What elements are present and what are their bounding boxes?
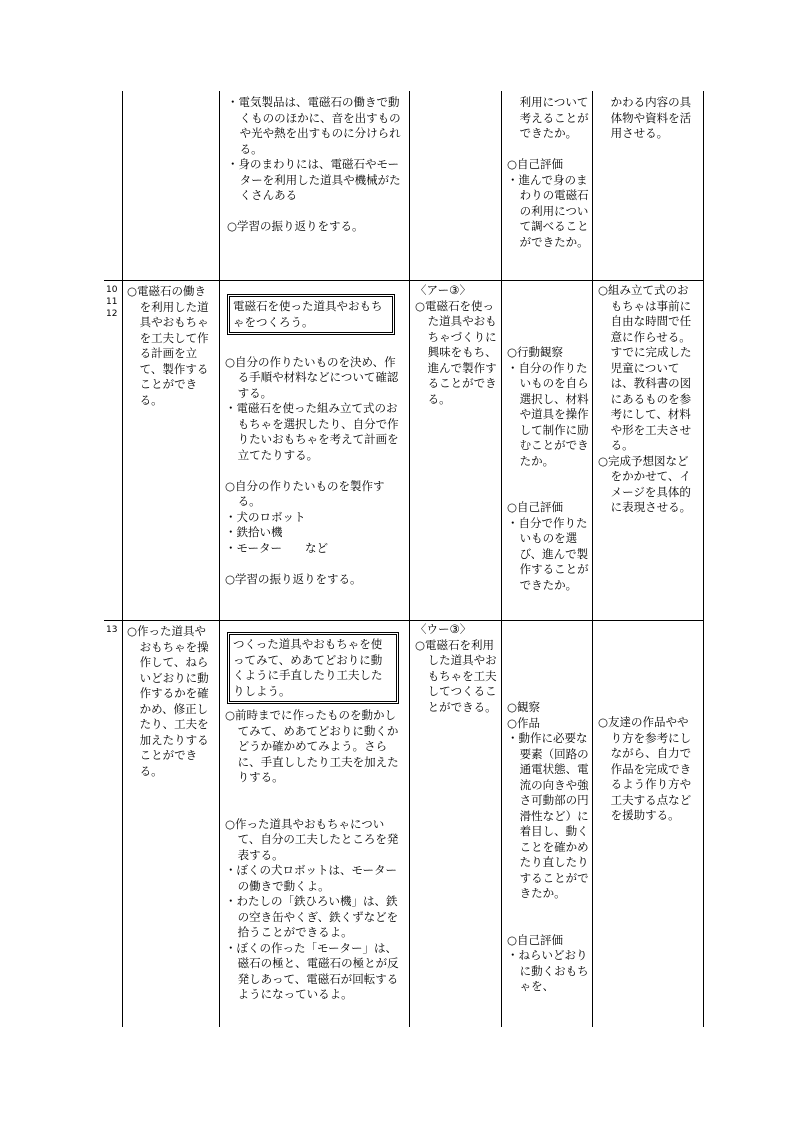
activity-step: ○前時までに作ったものを動かしてみて、めあてどおりに動くかどうか確かめてみよう。さらに、手直ししたり工夫を加えたりする。 (225, 708, 399, 784)
criteria-text: ○電磁石を使った道具やおもちゃづくりに興味をもち、進んで製作することができる。 (415, 298, 497, 406)
activity-bullet: ・犬のロボット (225, 509, 306, 524)
table-border-right (703, 91, 704, 1027)
evaluation-method: ○作品 (507, 715, 541, 730)
support-text: ○完成予想図などをかかせて、イメージを具体的に表現させる。 (598, 453, 692, 514)
activity-bullet: ・身のまわりには、電磁石やモーターを利用した道具や機械がたくさんある (227, 157, 401, 202)
criteria-tag: 〈ウー③〉 (415, 622, 472, 636)
evaluation-method: ○自己評価 (507, 500, 564, 514)
row1-evaluation-cell (507, 95, 589, 250)
lesson-number-cell (106, 284, 120, 320)
row2-criteria-cell (415, 283, 497, 407)
lesson-theme: 電磁石を使った道具やおもちゃをつくろう。 (233, 299, 383, 329)
activity-bullet: ・ぼくの作った「モーター」は、磁石の極と、電磁石の極とが反発しあって、電磁石が回転するようになっているよ。 (225, 940, 399, 1001)
evaluation-method: ○自己評価 (507, 932, 564, 947)
table-border-left (122, 91, 123, 1027)
activity-step: ○作った道具やおもちゃについて、自分の工夫したところを発表する。 (225, 816, 399, 862)
activity-bullet: ・わたしの「鉄ひろい機」は、鉄の空き缶やくぎ、鉄くずなどを拾うことができるよ。 (225, 894, 399, 939)
row3-activity-cell (225, 632, 405, 1003)
row3-evaluation-cell (507, 700, 589, 995)
row2-activity-cell (225, 294, 405, 587)
support-text: かわる内容の具体物や資料を活用させる。 (610, 95, 692, 140)
evaluation-method: ○行動観察 (507, 345, 564, 359)
row1-support-cell (598, 95, 699, 142)
evaluation-criterion: ・自分の作りたいものを自ら選択し、材料や道具を操作して制作に励むことができたか。 (507, 360, 589, 468)
lesson-number: 10 (106, 285, 118, 295)
evaluation-criterion: ・自分で作りたいものを選び、進んで製作することができたか。 (507, 515, 589, 592)
criteria-text: ○電磁石を利用した道具やおもちゃを工夫してつくることができる。 (415, 637, 497, 714)
row2-evaluation-cell (507, 345, 589, 593)
support-text: ○友達の作品ややり方を参考にしながら、自力で作品を完成できるよう作り方や工夫する点などを援助する。 (598, 715, 692, 822)
row2-goal-cell (127, 284, 215, 408)
column-divider-4 (592, 91, 593, 1027)
activity-step: ○学習の振り返りをする。 (227, 219, 364, 233)
criteria-tag: 〈アー③〉 (415, 283, 471, 297)
row2-support-cell (598, 283, 699, 516)
evaluation-method: ○自己評価 (507, 157, 564, 171)
row3-support-cell (598, 715, 699, 824)
activity-bullet: ・鉄拾い機 (225, 525, 283, 539)
activity-step: ○学習の振り返りをする。 (225, 571, 362, 586)
row-divider-1 (104, 280, 704, 281)
evaluation-criterion: ・ねらいどおりに動くおもちゃを、 (507, 948, 589, 993)
row3-criteria-cell (415, 622, 497, 715)
activity-bullet: ・電磁石を使った組み立て式のおもちゃを選択したり、自分で作りたいおもちゃを考えて計画を立てたりする。 (225, 401, 399, 462)
lesson-goal: ○電磁石の働きを利用した道具やおもちゃを工夫して作る計画を立て、製作することができる。 (127, 284, 209, 407)
evaluation-method: ○観察 (507, 700, 541, 714)
activity-bullet: ・ぼくの犬ロボットは、モーターの働きで動くよ。 (225, 863, 398, 893)
lesson-theme-box (227, 632, 399, 704)
lesson-goal: ○作った道具やおもちゃを操作して、ねらいどおりに動作するかを確かめ、修正したり、工夫を加えたりすることができる。 (127, 624, 209, 778)
lesson-number: 12 (106, 309, 118, 319)
activity-bullet: ・電気製品は、電磁石の働きで動くもののほかに、音を出すものや光や熱を出すものに分けられる。 (227, 95, 401, 156)
row3-goal-cell (127, 624, 215, 779)
column-divider-2 (409, 91, 410, 1027)
column-divider-3 (501, 91, 502, 1027)
lesson-number-cell (106, 624, 120, 636)
support-text: ○組み立て式のおもちゃは事前に自由な時間で任意に作らせる。すでに完成した児童については、教科書の図にあるものを参考にして、材料や形を工夫させる。 (598, 283, 692, 452)
lesson-theme-box (227, 294, 395, 335)
evaluation-criterion: ・進んで身のまわりの電磁石の利用について調べることができたか。 (507, 172, 589, 249)
column-divider-1 (219, 91, 220, 1027)
lesson-theme: つくった道具やおもちゃを使ってみて、めあてどおりに動くように手直したり工夫したりしよう。 (233, 637, 383, 698)
activity-bullet: ・モーター など (225, 540, 329, 555)
activity-step: ○自分の作りたいものを製作する。 (225, 478, 385, 508)
activity-step: ○自分の作りたいものを決め、作る手順や材料などについて確認する。 (225, 354, 399, 400)
lesson-number: 11 (106, 297, 118, 307)
evaluation-text: 利用について考えることができたか。 (519, 95, 589, 140)
row-divider-2 (104, 620, 704, 621)
row1-activity-cell (227, 95, 405, 235)
evaluation-criterion: ・動作に必要な要素（回路の通電状態、電流の向きや強さ可動部の円滑性など）に着目し、動くことを確かめたり直したりすることができたか。 (507, 731, 589, 900)
lesson-number: 13 (106, 625, 118, 635)
